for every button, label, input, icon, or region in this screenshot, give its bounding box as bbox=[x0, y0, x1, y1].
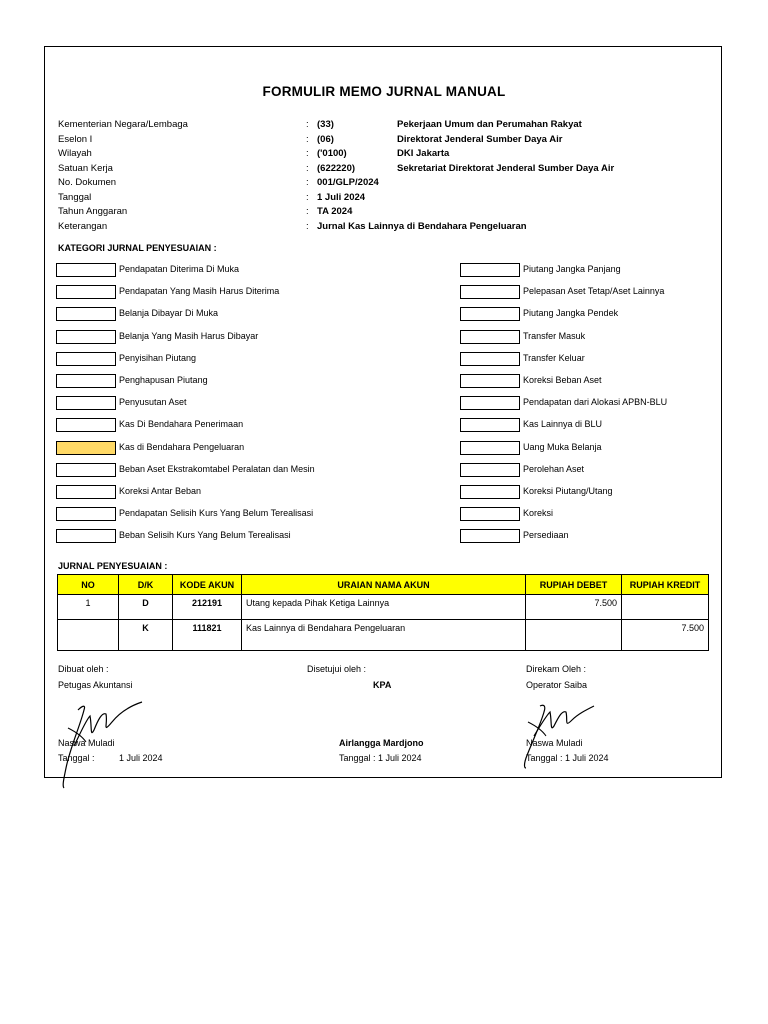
kategori-checkbox[interactable] bbox=[460, 396, 520, 410]
info-colon: : bbox=[306, 148, 309, 159]
kategori-checkbox[interactable] bbox=[56, 285, 116, 299]
kategori-label: Piutang Jangka Pendek bbox=[523, 308, 619, 319]
kategori-label: Beban Selisih Kurs Yang Belum Terealisasi bbox=[119, 530, 291, 541]
kategori-checkbox[interactable] bbox=[460, 441, 520, 455]
cell-no: 1 bbox=[58, 595, 119, 620]
kategori-label: Koreksi Beban Aset bbox=[523, 374, 602, 385]
info-code: (06) bbox=[317, 133, 334, 145]
info-row bbox=[58, 147, 698, 162]
cell-dk: K bbox=[119, 620, 173, 651]
dibuat-role: Petugas Akuntansi bbox=[58, 680, 133, 690]
kategori-checkbox[interactable] bbox=[56, 307, 116, 321]
kategori-label: Penyisihan Piutang bbox=[119, 352, 197, 363]
kategori-label: Pendapatan Diterima Di Muka bbox=[119, 264, 240, 274]
kategori-label: Pelepasan Aset Tetap/Aset Lainnya bbox=[523, 286, 665, 297]
cell-debet bbox=[526, 620, 622, 651]
kategori-heading: KATEGORI JURNAL PENYESUAIAN : bbox=[58, 243, 217, 253]
direkam-role: Operator Saiba bbox=[526, 680, 588, 690]
disetujui-name: Airlangga Mardjono bbox=[339, 738, 424, 748]
info-desc: Sekretariat Direktorat Jenderal Sumber Daya Air bbox=[397, 162, 615, 174]
kategori-checkbox[interactable] bbox=[460, 374, 520, 388]
info-row bbox=[58, 176, 698, 191]
info-label: Tanggal bbox=[58, 191, 92, 203]
kategori-label: Belanja Yang Masih Harus Dibayar bbox=[119, 330, 259, 341]
dibuat-title: Dibuat oleh : bbox=[58, 664, 109, 674]
kategori-checkbox[interactable] bbox=[460, 352, 520, 366]
info-colon: : bbox=[306, 119, 309, 130]
kategori-checkbox[interactable] bbox=[460, 463, 520, 477]
kategori-label: Penyusutan Aset bbox=[119, 397, 187, 408]
direkam-date: Tanggal : 1 Juli 2024 bbox=[526, 753, 609, 763]
dibuat-date-label: Tanggal : bbox=[58, 753, 95, 763]
kategori-checkbox[interactable] bbox=[460, 330, 520, 344]
info-code: 001/GLP/2024 bbox=[317, 177, 379, 188]
kategori-label: Pendapatan Selisih Kurs Yang Belum Terealisasi bbox=[119, 508, 314, 519]
info-label: Satuan Kerja bbox=[58, 162, 113, 174]
cell-kredit bbox=[622, 595, 709, 620]
info-row bbox=[58, 162, 698, 177]
col-debet: RUPIAH DEBET bbox=[526, 575, 622, 595]
info-code: Jurnal Kas Lainnya di Bendahara Pengeluaran bbox=[317, 220, 527, 232]
kategori-checkbox[interactable] bbox=[460, 507, 520, 521]
disetujui-date: Tanggal : 1 Juli 2024 bbox=[339, 753, 422, 763]
info-label: Keterangan bbox=[58, 220, 108, 232]
info-code: ('0100) bbox=[317, 148, 347, 159]
info-colon: : bbox=[306, 133, 309, 145]
kategori-label: Uang Muka Belanja bbox=[523, 441, 602, 452]
kategori-label: Perolehan Aset bbox=[523, 463, 585, 474]
kategori-label: Koreksi Antar Beban bbox=[119, 485, 202, 496]
info-desc: DKI Jakarta bbox=[397, 148, 450, 159]
kategori-label: Transfer Masuk bbox=[523, 330, 586, 341]
info-row bbox=[58, 205, 698, 220]
col-kode-akun: KODE AKUN bbox=[173, 575, 242, 595]
cell-kode: 212191 bbox=[173, 595, 242, 620]
info-label: Eselon I bbox=[58, 133, 93, 145]
kategori-label: Persediaan bbox=[523, 530, 569, 541]
dibuat-name: Naswa Muladi bbox=[58, 738, 115, 748]
direkam-name: Naswa Muladi bbox=[526, 738, 583, 748]
cell-kode: 111821 bbox=[173, 620, 242, 651]
info-row bbox=[58, 191, 698, 206]
info-colon: : bbox=[306, 220, 309, 232]
kategori-checkbox[interactable] bbox=[56, 507, 116, 521]
disetujui-title: Disetujui oleh : bbox=[307, 664, 367, 674]
info-colon: : bbox=[306, 206, 309, 217]
info-colon: : bbox=[306, 177, 309, 188]
col-kredit: RUPIAH KREDIT bbox=[622, 575, 709, 595]
kategori-label: Piutang Jangka Panjang bbox=[523, 264, 621, 274]
cell-uraian: Utang kepada Pihak Ketiga Lainnya bbox=[242, 595, 526, 620]
kategori-checkbox[interactable] bbox=[56, 463, 116, 477]
kategori-checkbox[interactable] bbox=[56, 374, 116, 388]
cell-dk: D bbox=[119, 595, 173, 620]
kategori-checkbox[interactable] bbox=[56, 396, 116, 410]
kategori-checkbox[interactable] bbox=[460, 485, 520, 499]
kategori-label: Pendapatan dari Alokasi APBN-BLU bbox=[523, 397, 668, 408]
info-code: (622220) bbox=[317, 162, 356, 174]
jurnal-header-row bbox=[58, 575, 709, 595]
disetujui-role: KPA bbox=[373, 680, 392, 690]
col-dk: D/K bbox=[119, 575, 173, 595]
kategori-label: Kas Lainnya di BLU bbox=[523, 419, 603, 430]
info-desc: Pekerjaan Umum dan Perumahan Rakyat bbox=[397, 119, 582, 130]
form-title: FORMULIR MEMO JURNAL MANUAL bbox=[262, 84, 506, 99]
info-code: 1 Juli 2024 bbox=[317, 191, 366, 203]
kategori-checkbox[interactable] bbox=[460, 418, 520, 432]
col-uraian: URAIAN NAMA AKUN bbox=[242, 575, 526, 595]
kategori-label: Beban Aset Ekstrakomtabel Peralatan dan Mesin bbox=[119, 463, 315, 474]
kategori-checkbox[interactable] bbox=[460, 307, 520, 321]
info-code: (33) bbox=[317, 119, 334, 130]
info-row bbox=[58, 133, 698, 148]
kategori-checkbox[interactable] bbox=[460, 285, 520, 299]
kategori-checkbox[interactable] bbox=[56, 529, 116, 543]
jurnal-table bbox=[57, 574, 709, 651]
col-no: NO bbox=[58, 575, 119, 595]
jurnal-heading: JURNAL PENYESUAIAN : bbox=[58, 561, 168, 571]
info-colon: : bbox=[306, 162, 309, 174]
kategori-label: Transfer Keluar bbox=[523, 352, 585, 363]
kategori-checkbox[interactable] bbox=[56, 418, 116, 432]
dibuat-date: 1 Juli 2024 bbox=[119, 753, 163, 763]
kategori-label: Kas di Bendahara Pengeluaran bbox=[119, 441, 245, 452]
info-label: Kementerian Negara/Lembaga bbox=[58, 119, 188, 130]
info-block bbox=[58, 118, 698, 234]
kategori-label: Belanja Dibayar Di Muka bbox=[119, 308, 219, 319]
info-label: Tahun Anggaran bbox=[58, 206, 128, 217]
kategori-label: Penghapusan Piutang bbox=[119, 374, 208, 385]
kategori-label: Pendapatan Yang Masih Harus Diterima bbox=[119, 286, 280, 297]
direkam-title: Direkam Oleh : bbox=[526, 664, 587, 674]
info-code: TA 2024 bbox=[317, 206, 353, 217]
kategori-checkbox[interactable] bbox=[56, 485, 116, 499]
cell-kredit: 7.500 bbox=[622, 620, 709, 651]
info-row bbox=[58, 220, 698, 235]
kategori-checkbox[interactable] bbox=[56, 330, 116, 344]
kategori-label: Kas Di Bendahara Penerimaan bbox=[119, 419, 244, 430]
cell-no bbox=[58, 620, 119, 651]
kategori-checkbox[interactable] bbox=[56, 441, 116, 455]
cell-uraian: Kas Lainnya di Bendahara Pengeluaran bbox=[242, 620, 526, 651]
cell-debet: 7.500 bbox=[526, 595, 622, 620]
kategori-label: Koreksi Piutang/Utang bbox=[523, 485, 613, 496]
info-colon: : bbox=[306, 191, 309, 203]
info-row bbox=[58, 118, 698, 133]
kategori-checkbox[interactable] bbox=[460, 529, 520, 543]
table-row bbox=[58, 595, 709, 620]
kategori-checkbox[interactable] bbox=[460, 263, 520, 277]
info-label: Wilayah bbox=[58, 148, 92, 159]
info-label: No. Dokumen bbox=[58, 177, 117, 188]
table-row bbox=[58, 620, 709, 651]
kategori-checkbox[interactable] bbox=[56, 263, 116, 277]
kategori-label: Koreksi bbox=[523, 508, 554, 519]
kategori-checkbox[interactable] bbox=[56, 352, 116, 366]
info-desc: Direktorat Jenderal Sumber Daya Air bbox=[397, 133, 563, 145]
